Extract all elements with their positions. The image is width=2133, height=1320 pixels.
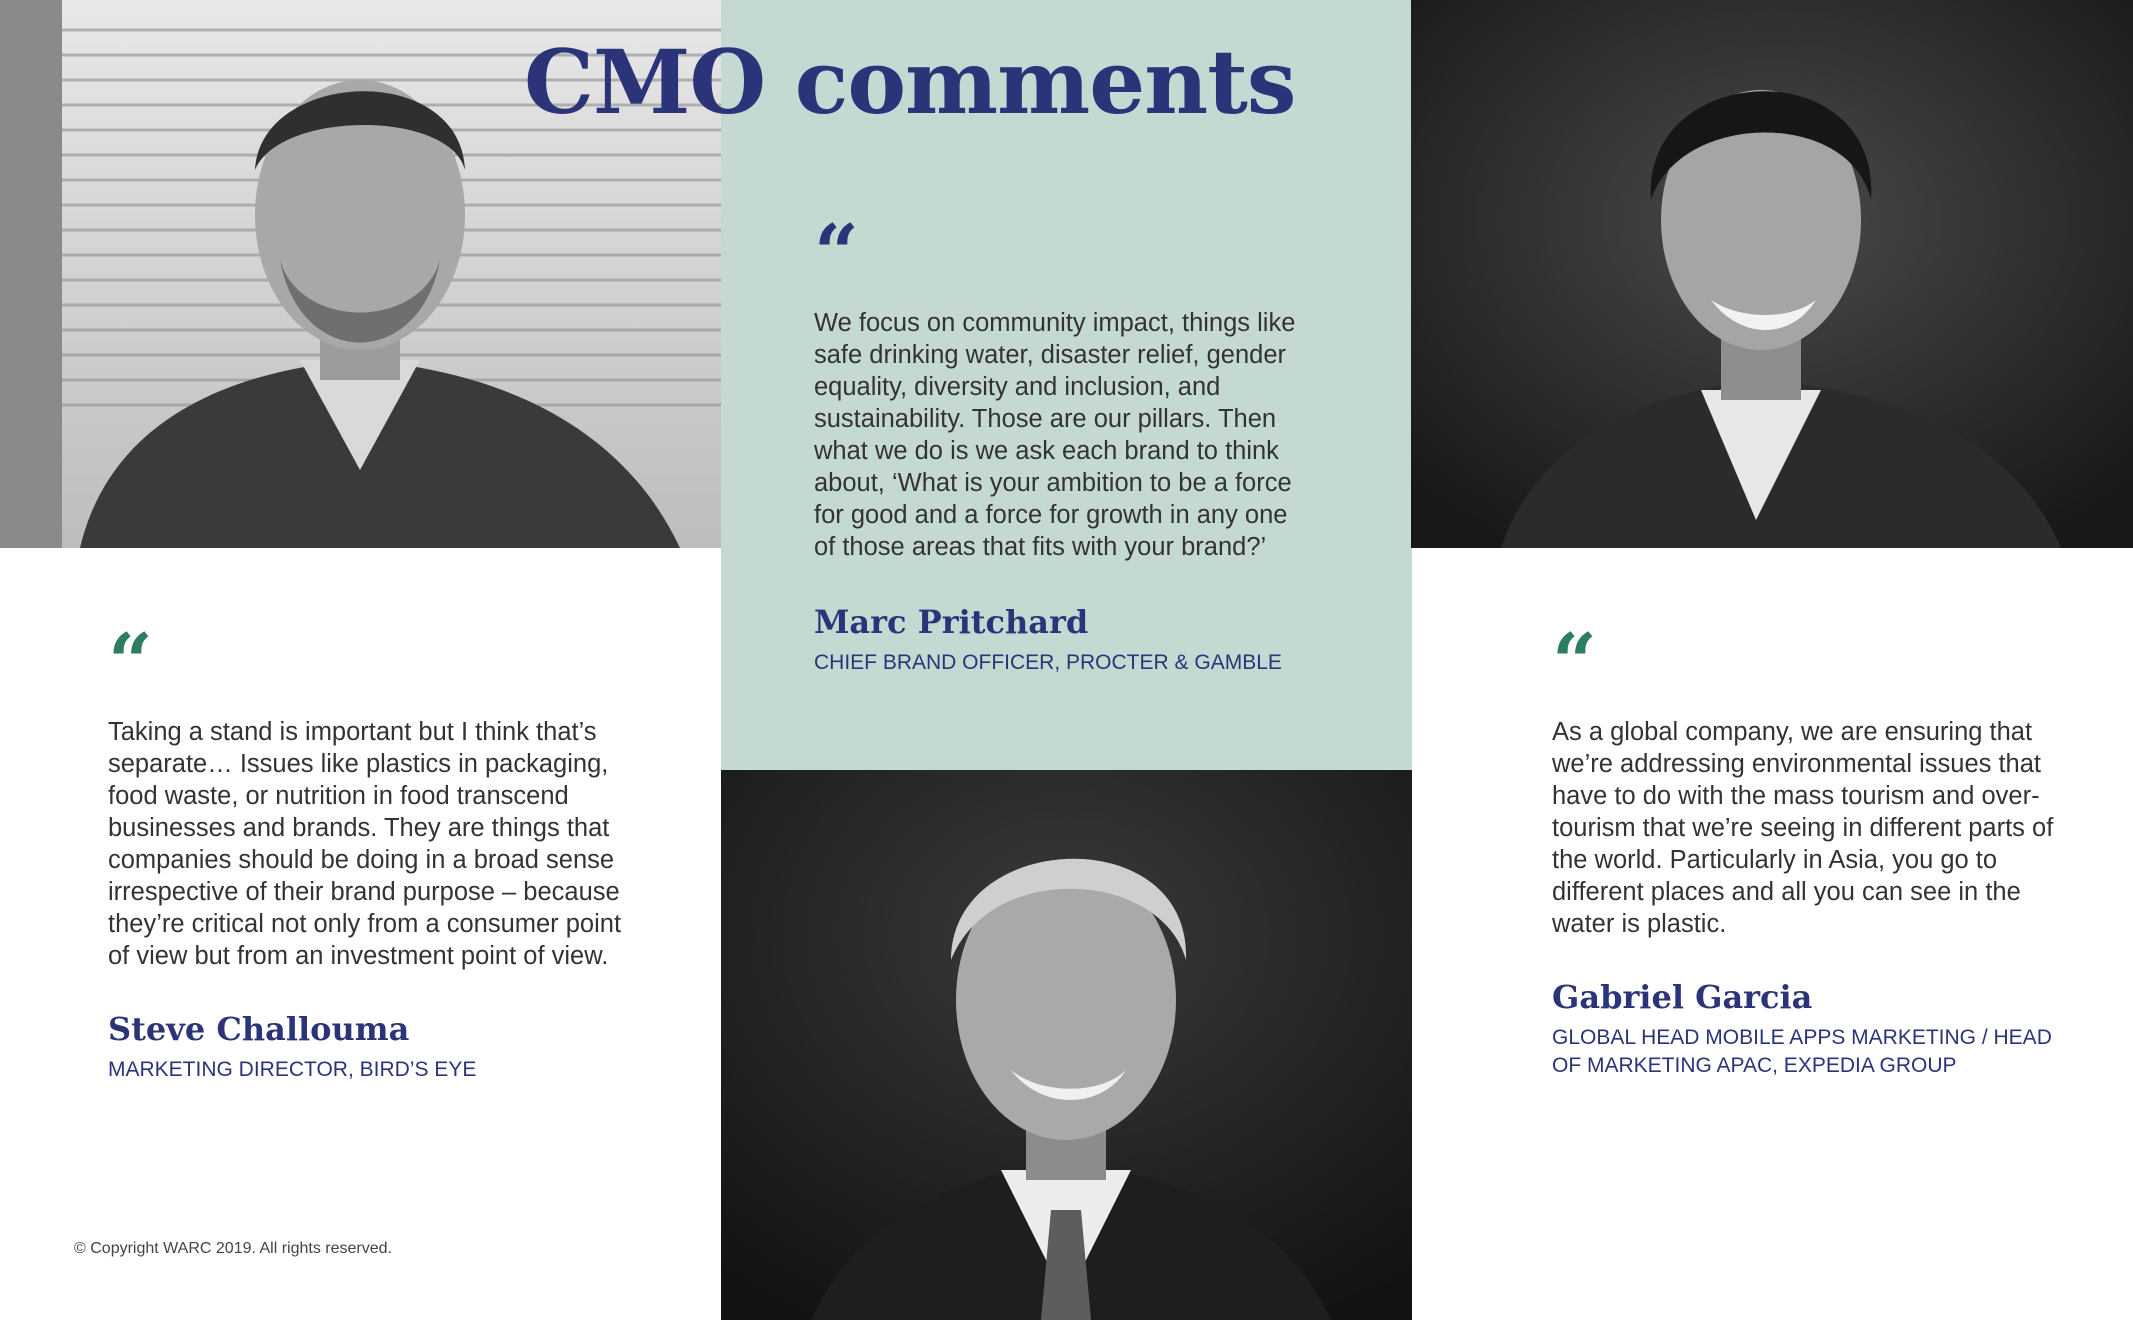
quote-block-steve <box>108 624 623 1084</box>
quote-mark-icon: “ <box>108 624 153 674</box>
person-name: Marc Pritchard <box>814 603 1089 641</box>
quote-block-gabriel <box>1552 624 2062 1080</box>
page-title: CMO comments <box>524 30 1296 134</box>
copyright-notice: © Copyright WARC 2019. All rights reserved. <box>74 1240 392 1257</box>
quote-mark-icon: “ <box>1552 624 1597 674</box>
quote-mark-icon: “ <box>814 215 859 265</box>
person-role: MARKETING DIRECTOR, BIRD’S EYE <box>108 1058 477 1081</box>
quote-text: We focus on community impact, things like safe drinking water, disaster relief, gender equality, diversity and inclusion, and sustainability. Those are our pillars. Then what we do is we ask each brand to think about, ‘What is your ambition to be a force for good and a force for growth in any one of those areas that fits with your brand?’ <box>814 309 1296 561</box>
quote-text: As a global company, we are ensuring that we’re addressing environmental issues that have to do with the mass tourism and over-tourism that we’re seeing in different parts of the world. Particularly in Asia, you go to different places and all you can see in the water is plastic. <box>1552 718 2054 938</box>
quote-text: Taking a stand is important but I think that’s separate… Issues like plastics in packaging, food waste, or nutrition in food transcend businesses and brands. They are things that companies should be doing in a broad sense irrespective of their brand purpose – because they’re critical not only from a consumer point of view but from an investment point of view. <box>108 718 622 970</box>
person-name: Gabriel Garcia <box>1552 978 1813 1016</box>
marc-pritchard-photo <box>721 770 1412 1320</box>
person-role: GLOBAL HEAD MOBILE APPS MARKETING / HEAD OF MARKETING APAC, EXPEDIA GROUP <box>1552 1026 2052 1077</box>
quote-block-marc <box>814 215 1314 677</box>
person-role: CHIEF BRAND OFFICER, PROCTER & GAMBLE <box>814 651 1282 674</box>
person-name: Steve Challouma <box>108 1010 410 1048</box>
gabriel-garcia-photo <box>1411 0 2133 548</box>
